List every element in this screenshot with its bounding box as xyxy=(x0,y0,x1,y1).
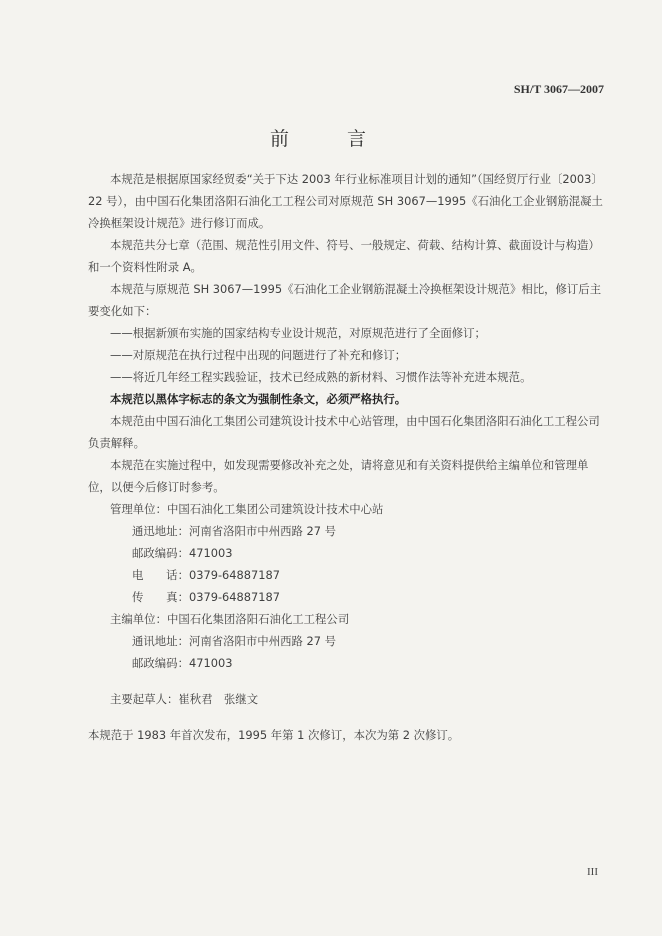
chief-editor-unit: 主编单位：中国石化集团洛阳石油化工工程公司 xyxy=(110,612,350,626)
change-item-2: ——对原规范在执行过程中出现的问题进行了补充和修订； xyxy=(110,348,407,362)
chief-editor-address: 通讯地址：河南省洛阳市中州西路 27 号 xyxy=(132,634,336,648)
chief-editor-postcode: 邮政编码：471003 xyxy=(132,656,233,670)
page-number: III xyxy=(587,866,598,878)
standard-code: SH/T 3067—2007 xyxy=(513,82,604,96)
document-body xyxy=(88,168,610,746)
page-title: 前 言 xyxy=(269,128,393,150)
paragraph-basis: 本规范是根据原国家经贸委“关于下达 2003 年行业标准项目计划的通知”（国经贸厅行业〔2003〕22 号），由中国石化集团洛阳石油化工工程公司对原规范 SH 3067—1995《石油化工企业钢筋混凝土冷换框架设计规范》进行修订而成。 xyxy=(88,172,603,230)
paragraph-structure: 本规范共分七章（范围、规范性引用文件、符号、一般规定、荷载、结构计算、截面设计与构造）和一个资料性附录 A。 xyxy=(88,238,600,274)
management-address: 通迅地址：河南省洛阳市中州西路 27 号 xyxy=(132,524,336,538)
revision-history: 本规范于 1983 年首次发布，1995 年第 1 次修订，本次为第 2 次修订。 xyxy=(88,728,460,742)
paragraph-changes-intro: 本规范与原规范 SH 3067—1995《石油化工企业钢筋混凝土冷换框架设计规范》相比，修订后主要变化如下： xyxy=(88,282,602,318)
paragraph-management: 本规范由中国石油化工集团公司建筑设计技术中心站管理，由中国石化集团洛阳石油化工工程公司负责解释。 xyxy=(88,414,600,450)
change-item-1: ——根据新颁布实施的国家结构专业设计规范，对原规范进行了全面修订； xyxy=(110,326,486,340)
paragraph-mandatory: 本规范以黑体字标志的条文为强制性条文，必须严格执行。 xyxy=(110,392,407,406)
management-fax: 传 真：0379-64887187 xyxy=(132,590,281,604)
management-phone: 电 话：0379-64887187 xyxy=(132,568,281,582)
management-postcode: 邮政编码：471003 xyxy=(132,546,233,560)
paragraph-feedback: 本规范在实施过程中，如发现需要修改补充之处，请将意见和有关资料提供给主编单位和管理单位，以便今后修订时参考。 xyxy=(88,458,589,494)
change-item-3: ——将近几年经工程实践验证，技术已经成熟的新材料、习惯作法等补充进本规范。 xyxy=(110,370,532,384)
management-unit: 管理单位：中国石油化工集团公司建筑设计技术中心站 xyxy=(110,502,384,516)
main-drafters: 主要起草人：崔秋君 张继文 xyxy=(110,692,259,706)
